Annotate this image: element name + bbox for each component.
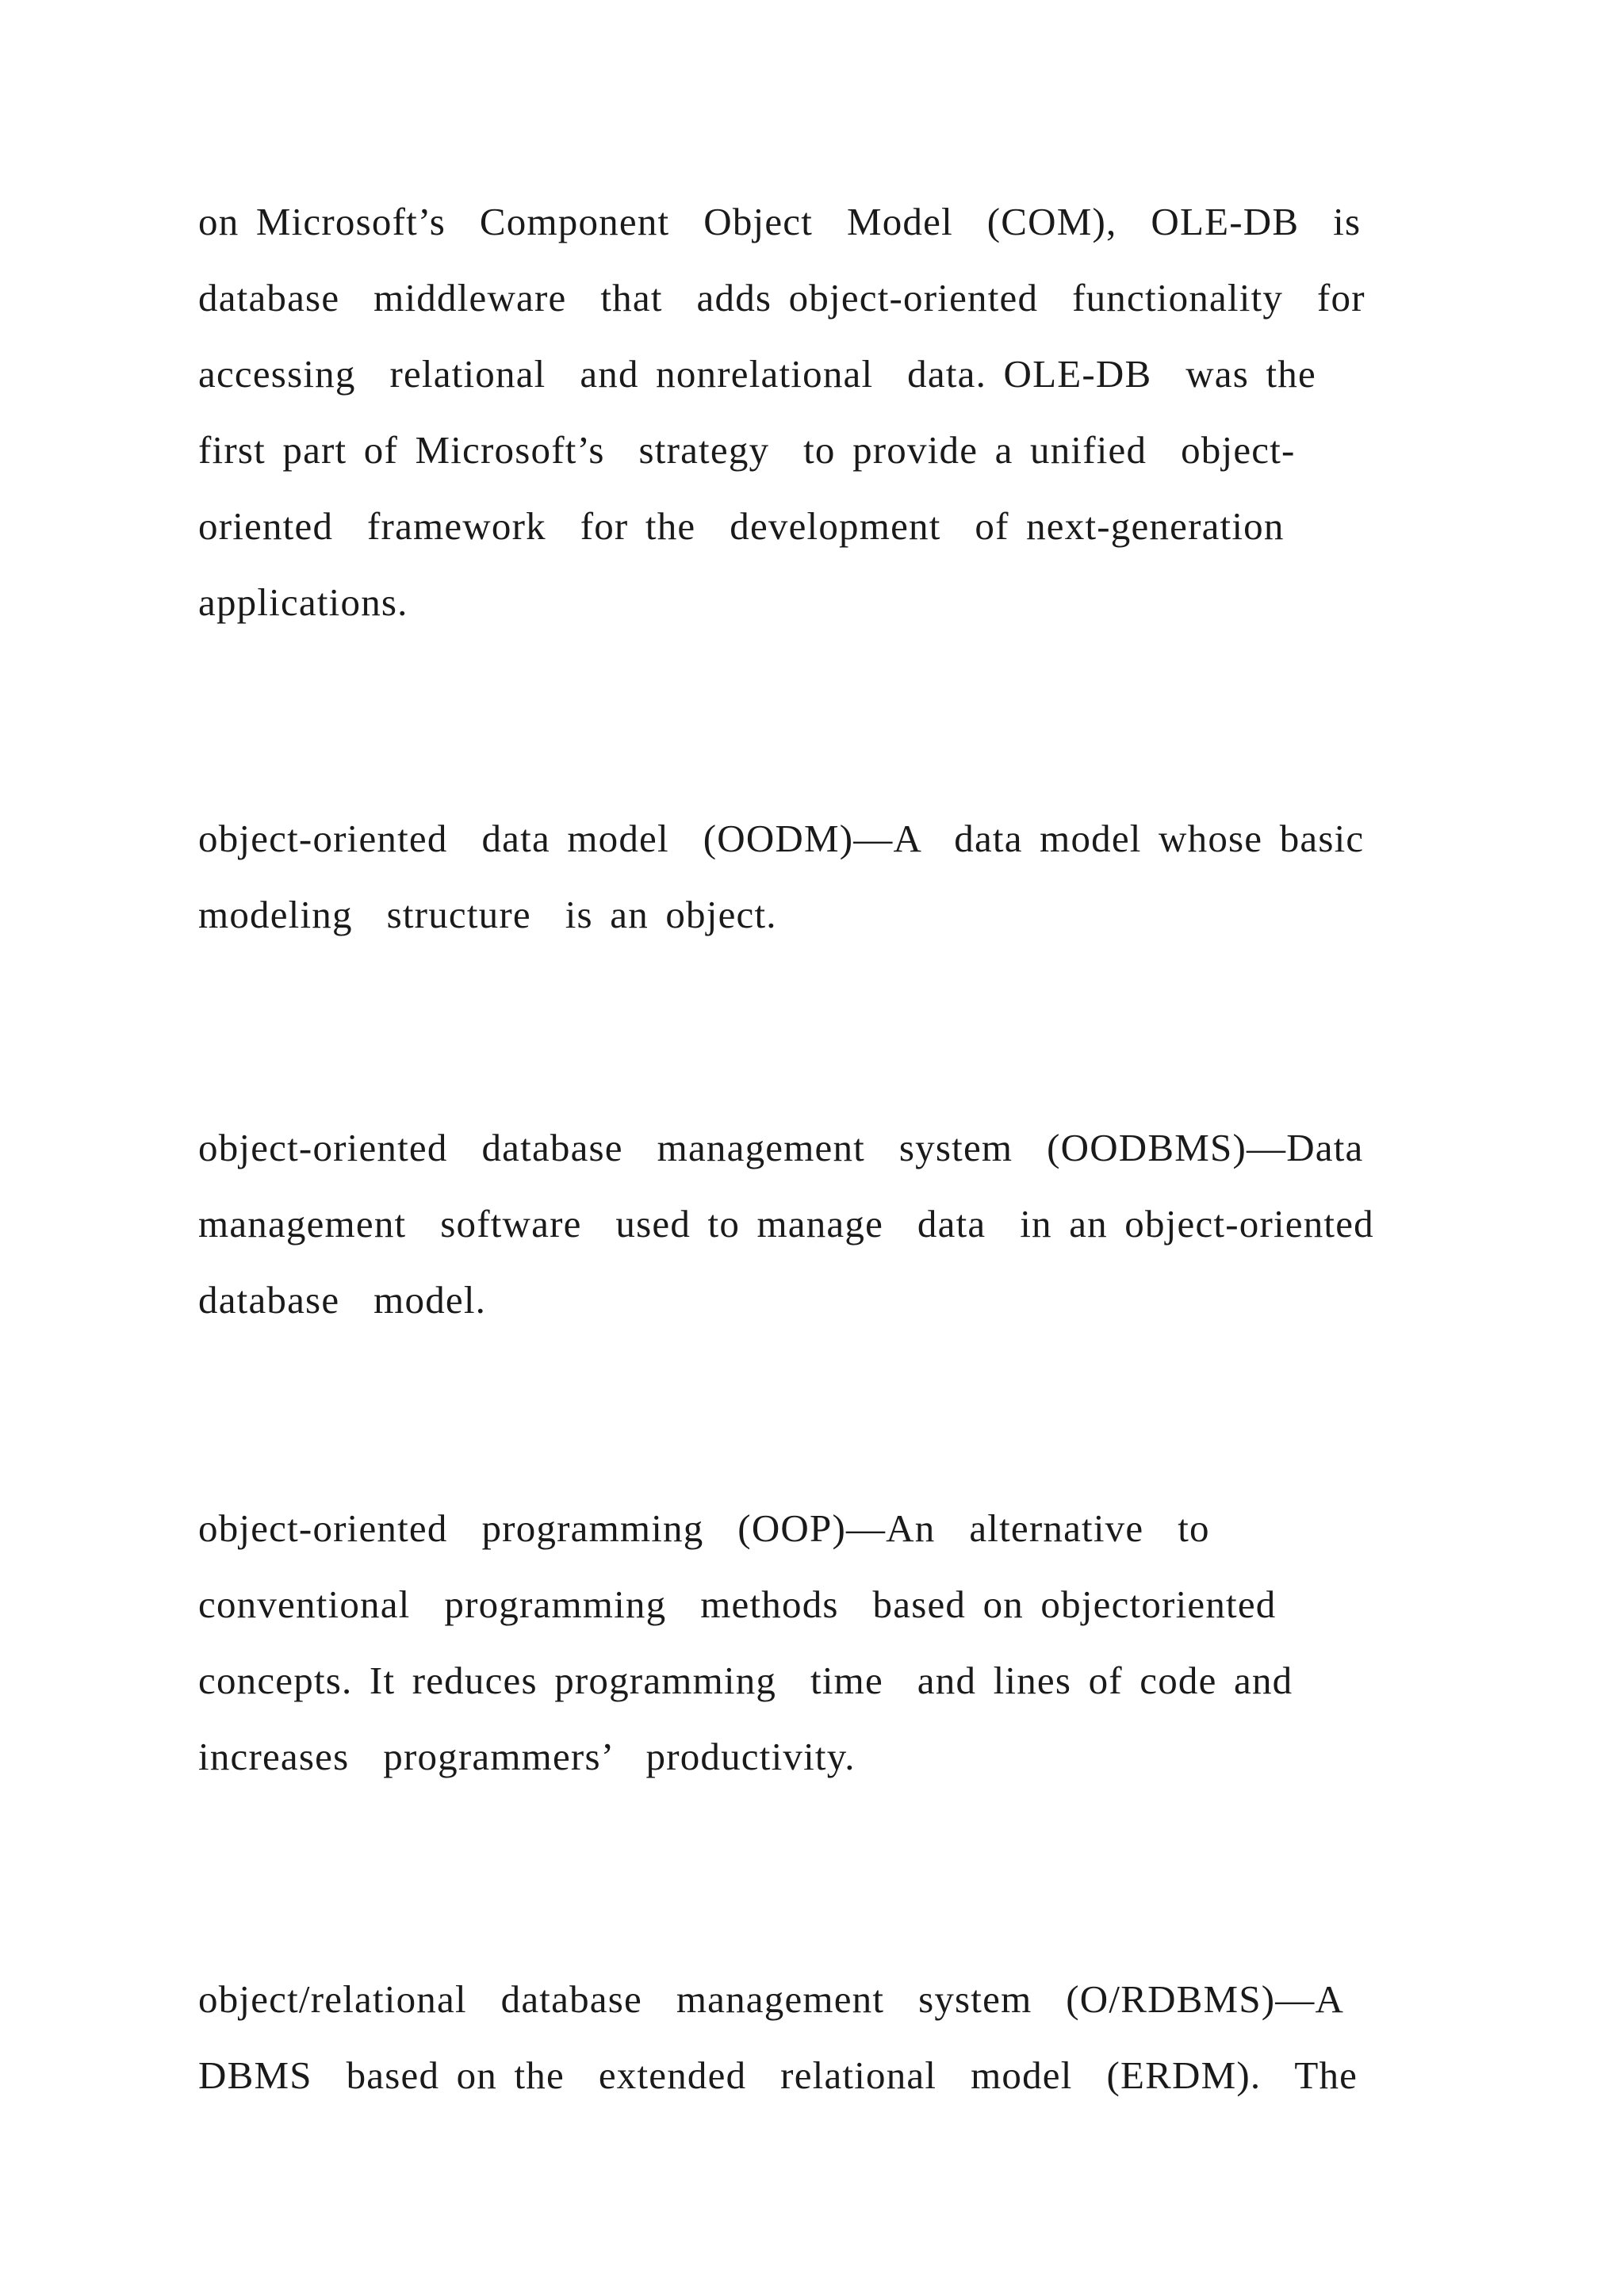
text-line: oriented framework for the development of next-generation: [198, 504, 1285, 548]
text-line: database middleware that adds object-oriented functionality for: [198, 276, 1365, 320]
text-line: on Microsoft’s Component Object Model (COM), OLE-DB is: [198, 200, 1362, 243]
text-line: management software used to manage data in an object-oriented: [198, 1202, 1374, 1246]
paragraph-oop: [198, 1490, 1293, 1795]
text-line: modeling structure is an object.: [198, 893, 777, 936]
text-line: applications.: [198, 580, 408, 624]
text-line: object/relational database management system (O/RDBMS)—A: [198, 1977, 1345, 2021]
text-line: DBMS based on the extended relational model (ERDM). The: [198, 2053, 1358, 2097]
paragraph-oodbms: [198, 1110, 1374, 1338]
text-line: concepts. It reduces programming time and lines of code and: [198, 1659, 1293, 1702]
paragraph-oodm: [198, 801, 1364, 953]
text-line: object-oriented database management system (OODBMS)—Data: [198, 1126, 1364, 1169]
paragraph-ordbms: [198, 1961, 1358, 2114]
text-line: database model.: [198, 1278, 487, 1322]
paragraph-ole-db: [198, 184, 1365, 641]
text-line: increases programmers’ productivity.: [198, 1735, 856, 1778]
text-line: conventional programming methods based on objectoriented: [198, 1582, 1277, 1626]
text-line: object-oriented data model (OODM)—A data model whose basic: [198, 817, 1365, 860]
text-line: object-oriented programming (OOP)—An alternative to: [198, 1506, 1210, 1550]
text-line: accessing relational and nonrelational data. OLE-DB was the: [198, 352, 1316, 396]
text-line: first part of Microsoft’s strategy to provide a unified object-: [198, 428, 1296, 472]
